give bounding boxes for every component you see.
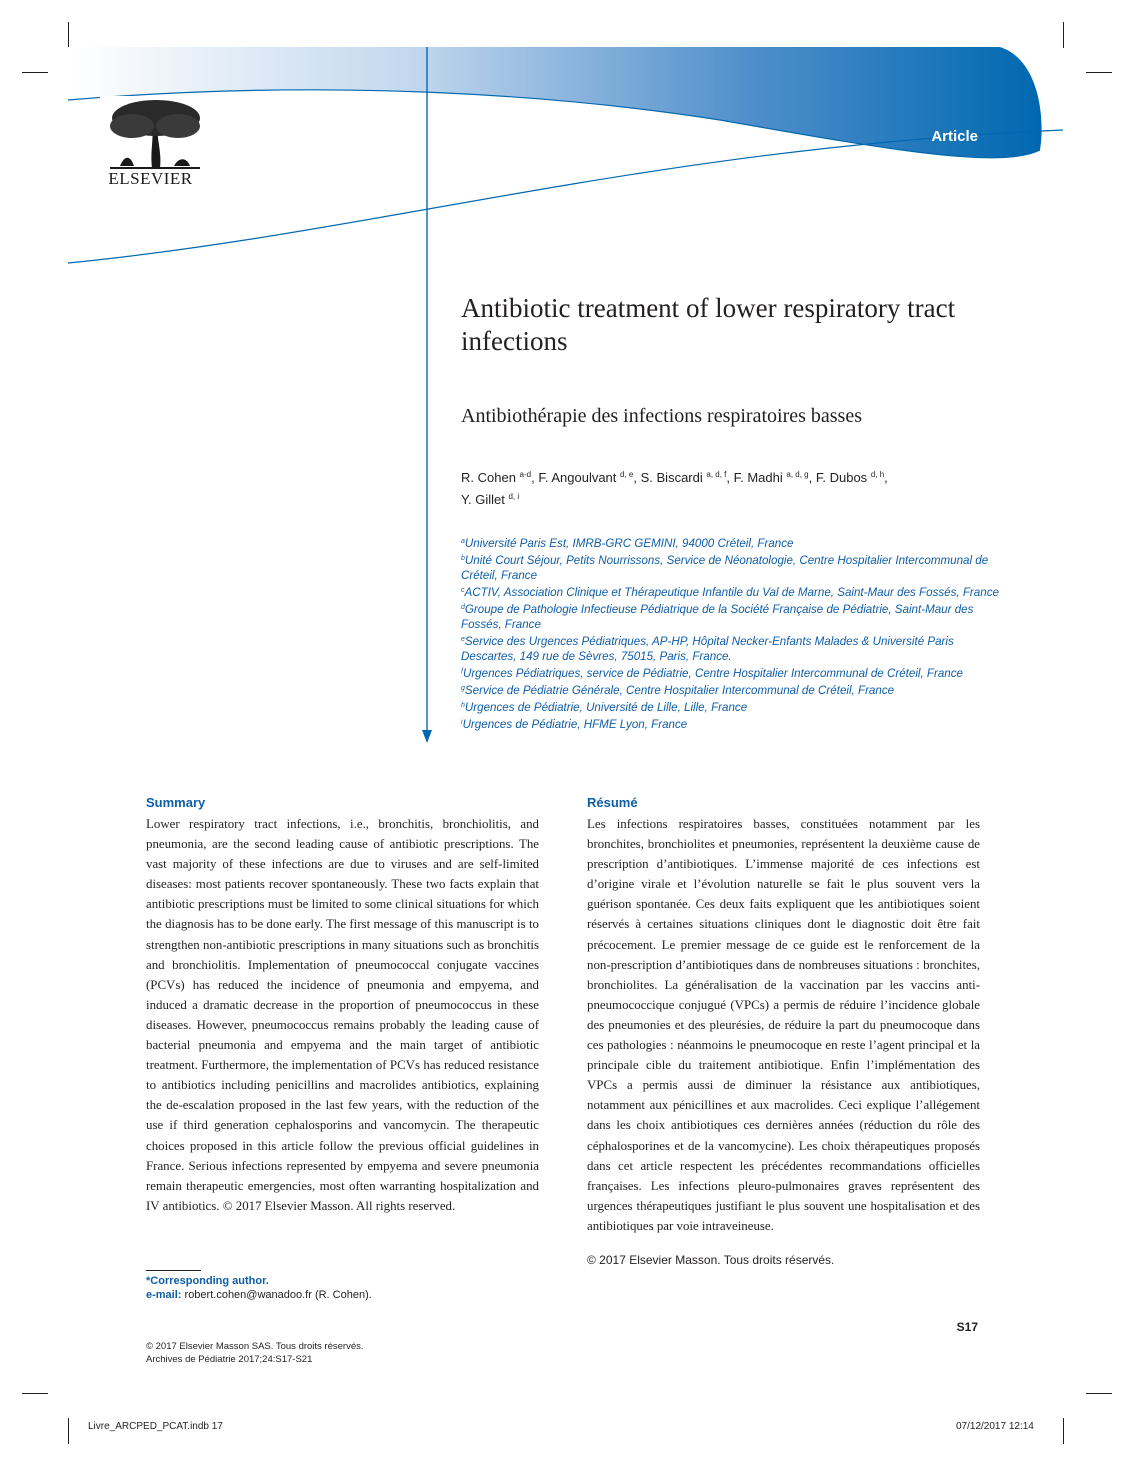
resume-heading: Résumé — [587, 795, 638, 810]
author-list: R. Cohen $^{a-d}$, F. Angoulvant $^{d, e}$, S. Biscardi $^{a, d, f}$, F. Madhi $^{a, d, g}$, F. Dubos $^{d, h}$, Y. Gillet $^{d, i}$ — [461, 470, 888, 507]
affiliation: $^d$Groupe de Pathologie Infectieuse Pédiatrique de la Société Française de Pédiatrie, Saint-Maur des Fossés, France — [461, 603, 974, 631]
resume-text: Les infections respiratoires basses, constituées notamment par les bronchites, bronchiolites et pneumonies, représentent la deuxième cause de prescription d’antibiotiques. L’immense majorité de ces infections est d’origine virale et l’évolution naturelle se fait le plus souvent vers la guérison spontanée. Ces deux faits expliquent que les antibiotiques soient réservés à certaines situations cliniques dont le diagnostic doit être fait précocement. Le premier message de ce guide est le renforcement de la non-prescription d’antibiotiques dans de nombreuses situations : bronchites, bronchiolites. La généralisation de la vaccination par les vaccins anti-pneumococcique conjugué (VPCs) a permis de réduire l’incidence globale des pneumonies et des pleurésies, de réduire la part du pneumocoque dans ces pathologies : néanmoins le pneumocoque en reste l’agent principal et la principale cible du traitement antibiotique. Enfin l’implémentation des VPCs a permis aussi de diminuer la résistance aux antibiotiques, notamment aux pénicillines et aux macrolides. Ceci explique l’allégement dans les choix antibiotiques ces dernières années (réduction du rôle des céphalosporines et de la vancomycine). Les choix thérapeutiques proposés dans cet article respectent les précédentes recommandations officielles françaises. Les infections pleuro-pulmonaires graves représentent des urgences thérapeutiques justifiant le plus souvent une hospitalisation et des antibiotiques par voie intraveineuse. — [587, 817, 980, 1233]
summary-heading: Summary — [146, 795, 206, 810]
author: Y. Gillet $^{d, i}$ — [461, 492, 520, 507]
author: S. Biscardi $^{a, d, f}$ — [640, 470, 727, 485]
print-slug-file: Livre_ARCPED_PCAT.indb 17 — [88, 1421, 223, 1432]
affiliation: $^e$Service des Urgences Pédiatriques, AP-HP, Hôpital Necker-Enfants Malades & Université Paris Descartes, 149 rue de Sèvres, 75015, Paris, France. — [461, 635, 954, 663]
article-title: Antibiotic treatment of lower respiratory tract infections — [461, 293, 956, 356]
elsevier-wordmark: ELSEVIER — [108, 169, 193, 188]
corresponding-author-label: *Corresponding author. — [146, 1275, 269, 1287]
affiliation: $^i$Urgences de Pédiatrie, HFME Lyon, France — [461, 718, 688, 731]
article-type-label: Article — [931, 128, 978, 145]
affiliation-list — [461, 534, 1001, 732]
footer-copyright: © 2017 Elsevier Masson SAS. Tous droits réservés. — [146, 1341, 364, 1352]
crop-mark — [68, 1418, 69, 1444]
resume-column — [587, 795, 980, 1267]
author: F. Dubos $^{d, h}$ — [815, 470, 885, 485]
crop-mark — [1063, 1418, 1064, 1444]
footnote-rule — [146, 1270, 201, 1271]
summary-column — [146, 795, 539, 1216]
email-label: e-mail: — [146, 1289, 182, 1301]
affiliation: $^g$Service de Pédiatrie Générale, Centre Hospitalier Intercommunal de Créteil, France — [461, 684, 895, 697]
author: R. Cohen $^{a-d}$ — [461, 470, 532, 485]
footer-citation: Archives de Pédiatrie 2017;24:S17-S21 — [146, 1354, 313, 1365]
summary-text: Lower respiratory tract infections, i.e., bronchitis, bronchiolitis, and pneumonia, are the second leading cause of antibiotic prescriptions. The vast majority of these infections are due to viruses and are self-limited diseases: most patients recover spontaneously. These two facts explain that antibiotic prescriptions must be limited to some clinical situations for which the diagnosis has to be done early. The first message of this manuscript is to strengthen non-antibiotic prescriptions in many situations such as bronchitis and bronchiolitis. Implementation of pneumococcal conjugate vaccines (PCVs) has reduced the incidence of pneumonia and empyema, and induced a dramatic decrease in the proportion of pneumococcus in these diseases. However, pneumococcus remains probably the leading cause of bacterial pneumonia and empyema and the main target of antibiotic treatment. Furthermore, the implementation of PCVs has reduced resistance to antibiotics including penicillins and macrolides antibiotics, explaining the de-escalation proposed in the last few years, with the reduction of the use if third generation cephalosporins and vancomycin. The therapeutic choices proposed in this article follow the previous official guidelines in France. Serious infections represented by empyema and severe pneumonia remain therapeutic emergencies, most often warranting hospitalization and IV antibiotics. © 2017 Elsevier Masson. All rights reserved. — [146, 817, 539, 1213]
correspondence-note — [146, 1270, 526, 1302]
crop-mark — [1086, 1393, 1112, 1394]
resume-copyright: © 2017 Elsevier Masson. Tous droits réservés. — [587, 1252, 835, 1267]
email-value[interactable]: robert.cohen@wanadoo.fr (R. Cohen). — [184, 1289, 372, 1301]
vertical-guide-arrow — [420, 300, 436, 746]
email-line — [146, 1288, 526, 1302]
affiliation: $^a$Université Paris Est, IMRB-GRC GEMINI, 94000 Créteil, France — [461, 537, 794, 550]
author: F. Angoulvant $^{d, e}$ — [538, 470, 634, 485]
affiliation: $^c$ACTIV, Association Clinique et Thérapeutique Infantile du Val de Marne, Saint-Maur des Fossés, France — [461, 586, 999, 599]
article-subtitle-fr: Antibiothérapie des infections respiratoires basses — [461, 405, 862, 427]
journal-footer — [146, 1340, 546, 1366]
crop-mark — [22, 1393, 48, 1394]
affiliation: $^f$Urgences Pédiatriques, service de Pédiatrie, Centre Hospitalier Intercommunal de Créteil, France — [461, 667, 964, 680]
affiliation: $^b$Unité Court Séjour, Petits Nourrissons, Service de Néonatologie, Centre Hospitalier Intercommunal de Créteil, France — [461, 554, 989, 582]
author: F. Madhi $^{a, d, g}$ — [733, 470, 809, 485]
affiliation: $^h$Urgences de Pédiatrie, Université de Lille, Lille, France — [461, 701, 748, 714]
print-slug-date: 07/12/2017 12:14 — [956, 1421, 1034, 1432]
page-number: S17 — [956, 1320, 978, 1334]
